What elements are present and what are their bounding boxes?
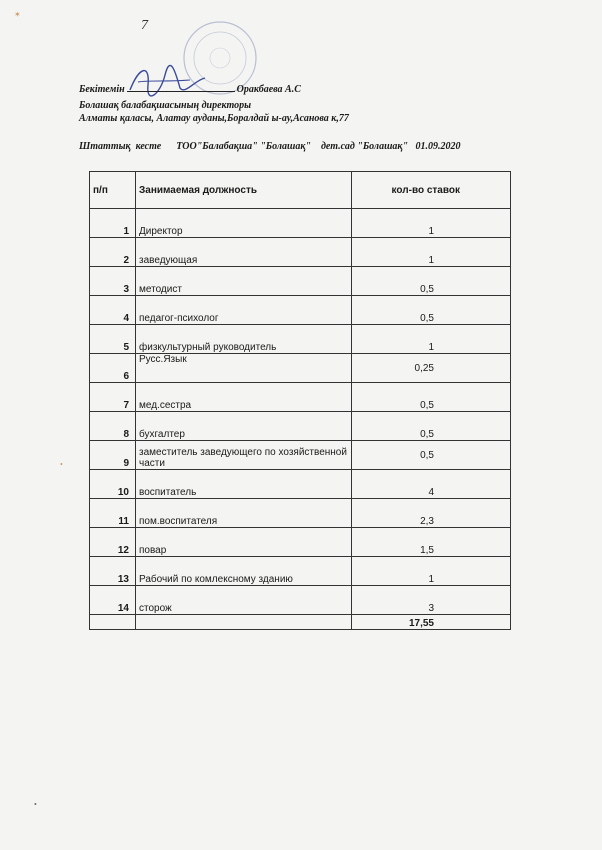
row-qty: 3 [352, 586, 511, 615]
table-row [90, 209, 511, 238]
table-row [90, 528, 511, 557]
director-title: Болашақ балабақшасының директоры [79, 100, 252, 111]
row-qty: 2,3 [352, 499, 511, 528]
row-qty: 0,5 [352, 383, 511, 412]
table-row [90, 238, 511, 267]
address-line: Алматы қаласы, Алатау ауданы,Боралдай ы-ау,Асанова к,77 [79, 113, 349, 124]
row-position: воспитатель [136, 470, 352, 499]
row-qty: 0,5 [352, 296, 511, 325]
table-row [90, 267, 511, 296]
row-position: Русс.Язык [136, 354, 352, 383]
total-empty-num [90, 615, 136, 630]
row-qty: 4 [352, 470, 511, 499]
scan-speck: ✶ [14, 10, 21, 19]
total-qty: 17,55 [352, 615, 511, 630]
row-num: 12 [90, 528, 136, 557]
table-row [90, 296, 511, 325]
schedule-date: 01.09.2020 [415, 141, 461, 152]
scan-speck: • [34, 800, 37, 809]
table-row [90, 586, 511, 615]
row-qty: 1,5 [352, 528, 511, 557]
table-row [90, 499, 511, 528]
row-qty: 0,5 [352, 412, 511, 441]
row-position: физкультурный руководитель [136, 325, 352, 354]
org-name: ТОО"Балабақша" "Болашақ" [176, 141, 311, 152]
row-qty: 1 [352, 238, 511, 267]
row-position: заместитель заведующего по хозяйственной части [136, 441, 352, 470]
table-header-row [90, 172, 511, 209]
row-position: бухгалтер [136, 412, 352, 441]
row-qty: 0,5 [352, 267, 511, 296]
row-position: мед.сестра [136, 383, 352, 412]
scan-speck: • [60, 460, 63, 469]
row-qty: 1 [352, 209, 511, 238]
row-num: 1 [90, 209, 136, 238]
table-row [90, 383, 511, 412]
page-number: 7 [141, 18, 148, 33]
total-empty-position [136, 615, 352, 630]
approve-label: Бекітемін [79, 84, 125, 95]
row-num: 7 [90, 383, 136, 412]
col-header-qty: кол-во ставок [352, 172, 511, 209]
row-position: сторож [136, 586, 352, 615]
row-num: 10 [90, 470, 136, 499]
row-position: методист [136, 267, 352, 296]
table-row [90, 441, 511, 470]
staff-table [89, 171, 511, 630]
row-num: 3 [90, 267, 136, 296]
row-position: заведующая [136, 238, 352, 267]
table-row [90, 470, 511, 499]
row-num: 11 [90, 499, 136, 528]
row-num: 9 [90, 441, 136, 470]
col-header-position: Занимаемая должность [136, 172, 352, 209]
table-row [90, 557, 511, 586]
table-row [90, 325, 511, 354]
row-position: повар [136, 528, 352, 557]
signature-line [127, 82, 235, 92]
staff-schedule-title [79, 141, 461, 152]
row-num: 8 [90, 412, 136, 441]
row-position: педагог-психолог [136, 296, 352, 325]
schedule-title: Штаттық кесте [79, 141, 162, 152]
row-qty: 0,5 [352, 441, 511, 470]
row-qty: 0,25 [352, 354, 511, 383]
row-num: 6 [90, 354, 136, 383]
row-num: 2 [90, 238, 136, 267]
row-position: пом.воспитателя [136, 499, 352, 528]
table-row [90, 354, 511, 383]
row-num: 4 [90, 296, 136, 325]
table-total-row [90, 615, 511, 630]
row-qty: 1 [352, 325, 511, 354]
col-header-num: п/п [90, 172, 136, 209]
row-qty: 1 [352, 557, 511, 586]
kindergarten-name: дет.сад "Болашақ" [320, 141, 409, 152]
approval-line [79, 82, 301, 95]
row-num: 13 [90, 557, 136, 586]
row-num: 14 [90, 586, 136, 615]
table-row [90, 412, 511, 441]
row-position: Директор [136, 209, 352, 238]
row-num: 5 [90, 325, 136, 354]
row-position: Рабочий по комлексному зданию [136, 557, 352, 586]
approve-signer: Оракбаева А.С [236, 84, 301, 95]
